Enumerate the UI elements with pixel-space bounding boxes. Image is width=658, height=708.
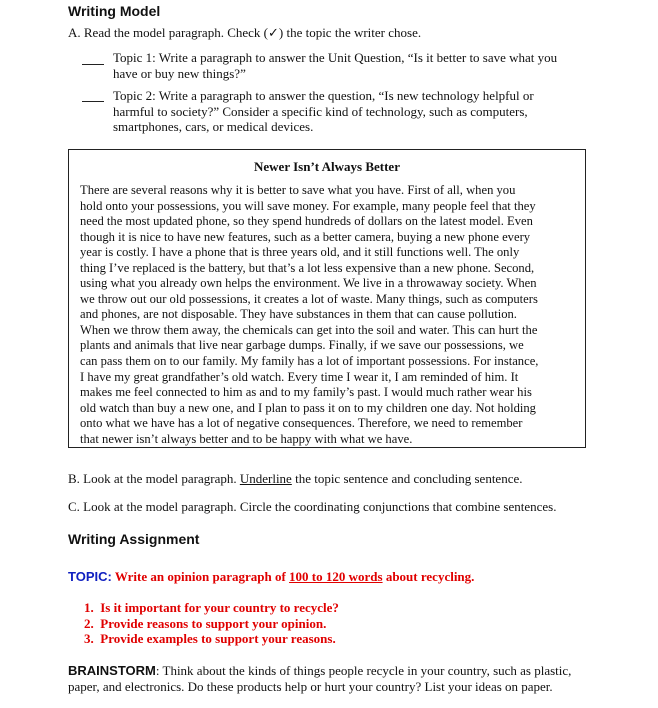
paragraph-line: hold onto your possessions, you will save money. For example, many people feel that they	[80, 198, 536, 213]
model-paragraph-title: Newer Isn’t Always Better	[254, 159, 400, 174]
paragraph-line: year is costly. I have a phone that is three years old, and it still functions well. The only	[80, 245, 520, 260]
step-text: Provide reasons to support your opinion.	[100, 615, 327, 631]
topic2-option	[113, 88, 593, 135]
paragraph-line: and phones, are not disposable. They have substances in them that can cause pollution.	[80, 307, 517, 322]
topic2-line: harmful to society?” Consider a specific kind of technology, such as computers,	[113, 103, 528, 119]
topic-label: TOPIC:	[68, 569, 112, 584]
instruction-a: A. Read the model paragraph. Check (✓) the topic the writer chose.	[68, 25, 422, 40]
step-item	[84, 631, 339, 647]
assignment-steps	[84, 600, 339, 647]
brainstorm-text-line2: paper, and electronics. Do these products help or hurt your country? List your ideas on paper.	[68, 679, 553, 694]
topic-text-post: about recycling.	[382, 569, 475, 584]
paragraph-line: onto what we have has a lot of negative consequences. Therefore, we need to remember	[80, 416, 523, 431]
writing-assignment-heading: Writing Assignment	[68, 531, 200, 547]
brainstorm-label: BRAINSTORM	[68, 663, 156, 678]
paragraph-line: though it is nice to have new features, such as a better camera, buying a new phone every	[80, 229, 531, 244]
paragraph-line: we throw out our old possessions, it creates a lot of waste. Many things, such as computers	[80, 291, 538, 306]
writing-model-heading: Writing Model	[68, 3, 161, 19]
step-text: Is it important for your country to recycle?	[100, 600, 339, 615]
instruction-b-prefix: B. Look at the model paragraph.	[68, 471, 240, 486]
step-number: 2.	[84, 615, 94, 631]
instruction-b	[68, 471, 523, 487]
paragraph-line: makes me feel connected to him as and to my family’s past. I would much rather wear his	[80, 385, 532, 400]
assignment-topic	[68, 569, 474, 585]
topic1-line: Topic 1: Write a paragraph to answer the Unit Question, “Is it better to save what you	[113, 50, 558, 65]
brainstorm	[68, 663, 571, 679]
instruction-b-underline-word: Underline	[239, 471, 292, 486]
topic2-line: Topic 2: Write a paragraph to answer the question, “Is new technology helpful or	[113, 88, 534, 103]
paragraph-line: using what you already own helps the environment. We live in a throwaway society. When	[80, 276, 537, 291]
model-paragraph-text	[80, 183, 538, 447]
topic2-check-blank[interactable]	[82, 101, 104, 102]
paragraph-line: thing I’ve replaced is the battery, but that’s a lot less expensive than a new phone. Second,	[80, 260, 535, 275]
paragraph-line: There are several reasons why it is better to save what you have. First of all, when you	[80, 183, 516, 197]
paragraph-line: old watch than buy a new one, and I plan to pass it on to my children one day. Not holding	[80, 400, 536, 415]
paragraph-line: When we throw them away, the chemicals can get into the soil and water. This can hurt the	[80, 322, 538, 337]
instruction-c: C. Look at the model paragraph. Circle the coordinating conjunctions that combine sentences.	[68, 499, 557, 514]
topic1-option	[113, 50, 593, 81]
topic1-check-blank[interactable]	[82, 64, 104, 65]
step-item	[84, 600, 339, 616]
topic-text-pre: Write an opinion paragraph of	[111, 569, 290, 584]
paragraph-line: I have my great grandfather’s old watch. Every time I wear it, I am reminded of him. It	[80, 369, 519, 384]
step-number: 1.	[84, 600, 94, 615]
model-paragraph-box	[68, 149, 586, 448]
step-number: 3.	[84, 631, 94, 646]
paragraph-line: can pass them on to our family. My family has a lot of important possessions. For instance,	[80, 354, 539, 369]
step-text: Provide examples to support your reasons.	[100, 631, 336, 646]
paragraph-line: that newer isn’t always better and to be happy with what we have.	[80, 431, 413, 446]
topic-word-range: 100 to 120 words	[289, 569, 383, 584]
step-item	[84, 616, 339, 632]
instruction-b-suffix: the topic sentence and concluding sentence.	[291, 471, 523, 486]
paragraph-line: plants and animals that live near garbage dumps. Finally, if we save our possessions, we	[80, 338, 524, 353]
topic2-line: smartphones, cars, or medical devices.	[113, 119, 314, 134]
brainstorm-text: : Think about the kinds of things people recycle in your country, such as plastic,	[155, 663, 572, 678]
topic1-line: have or buy new things?”	[113, 65, 246, 81]
paragraph-line: need the most updated phone, so they spend hundreds of dollars on the latest model. Even	[80, 214, 533, 229]
